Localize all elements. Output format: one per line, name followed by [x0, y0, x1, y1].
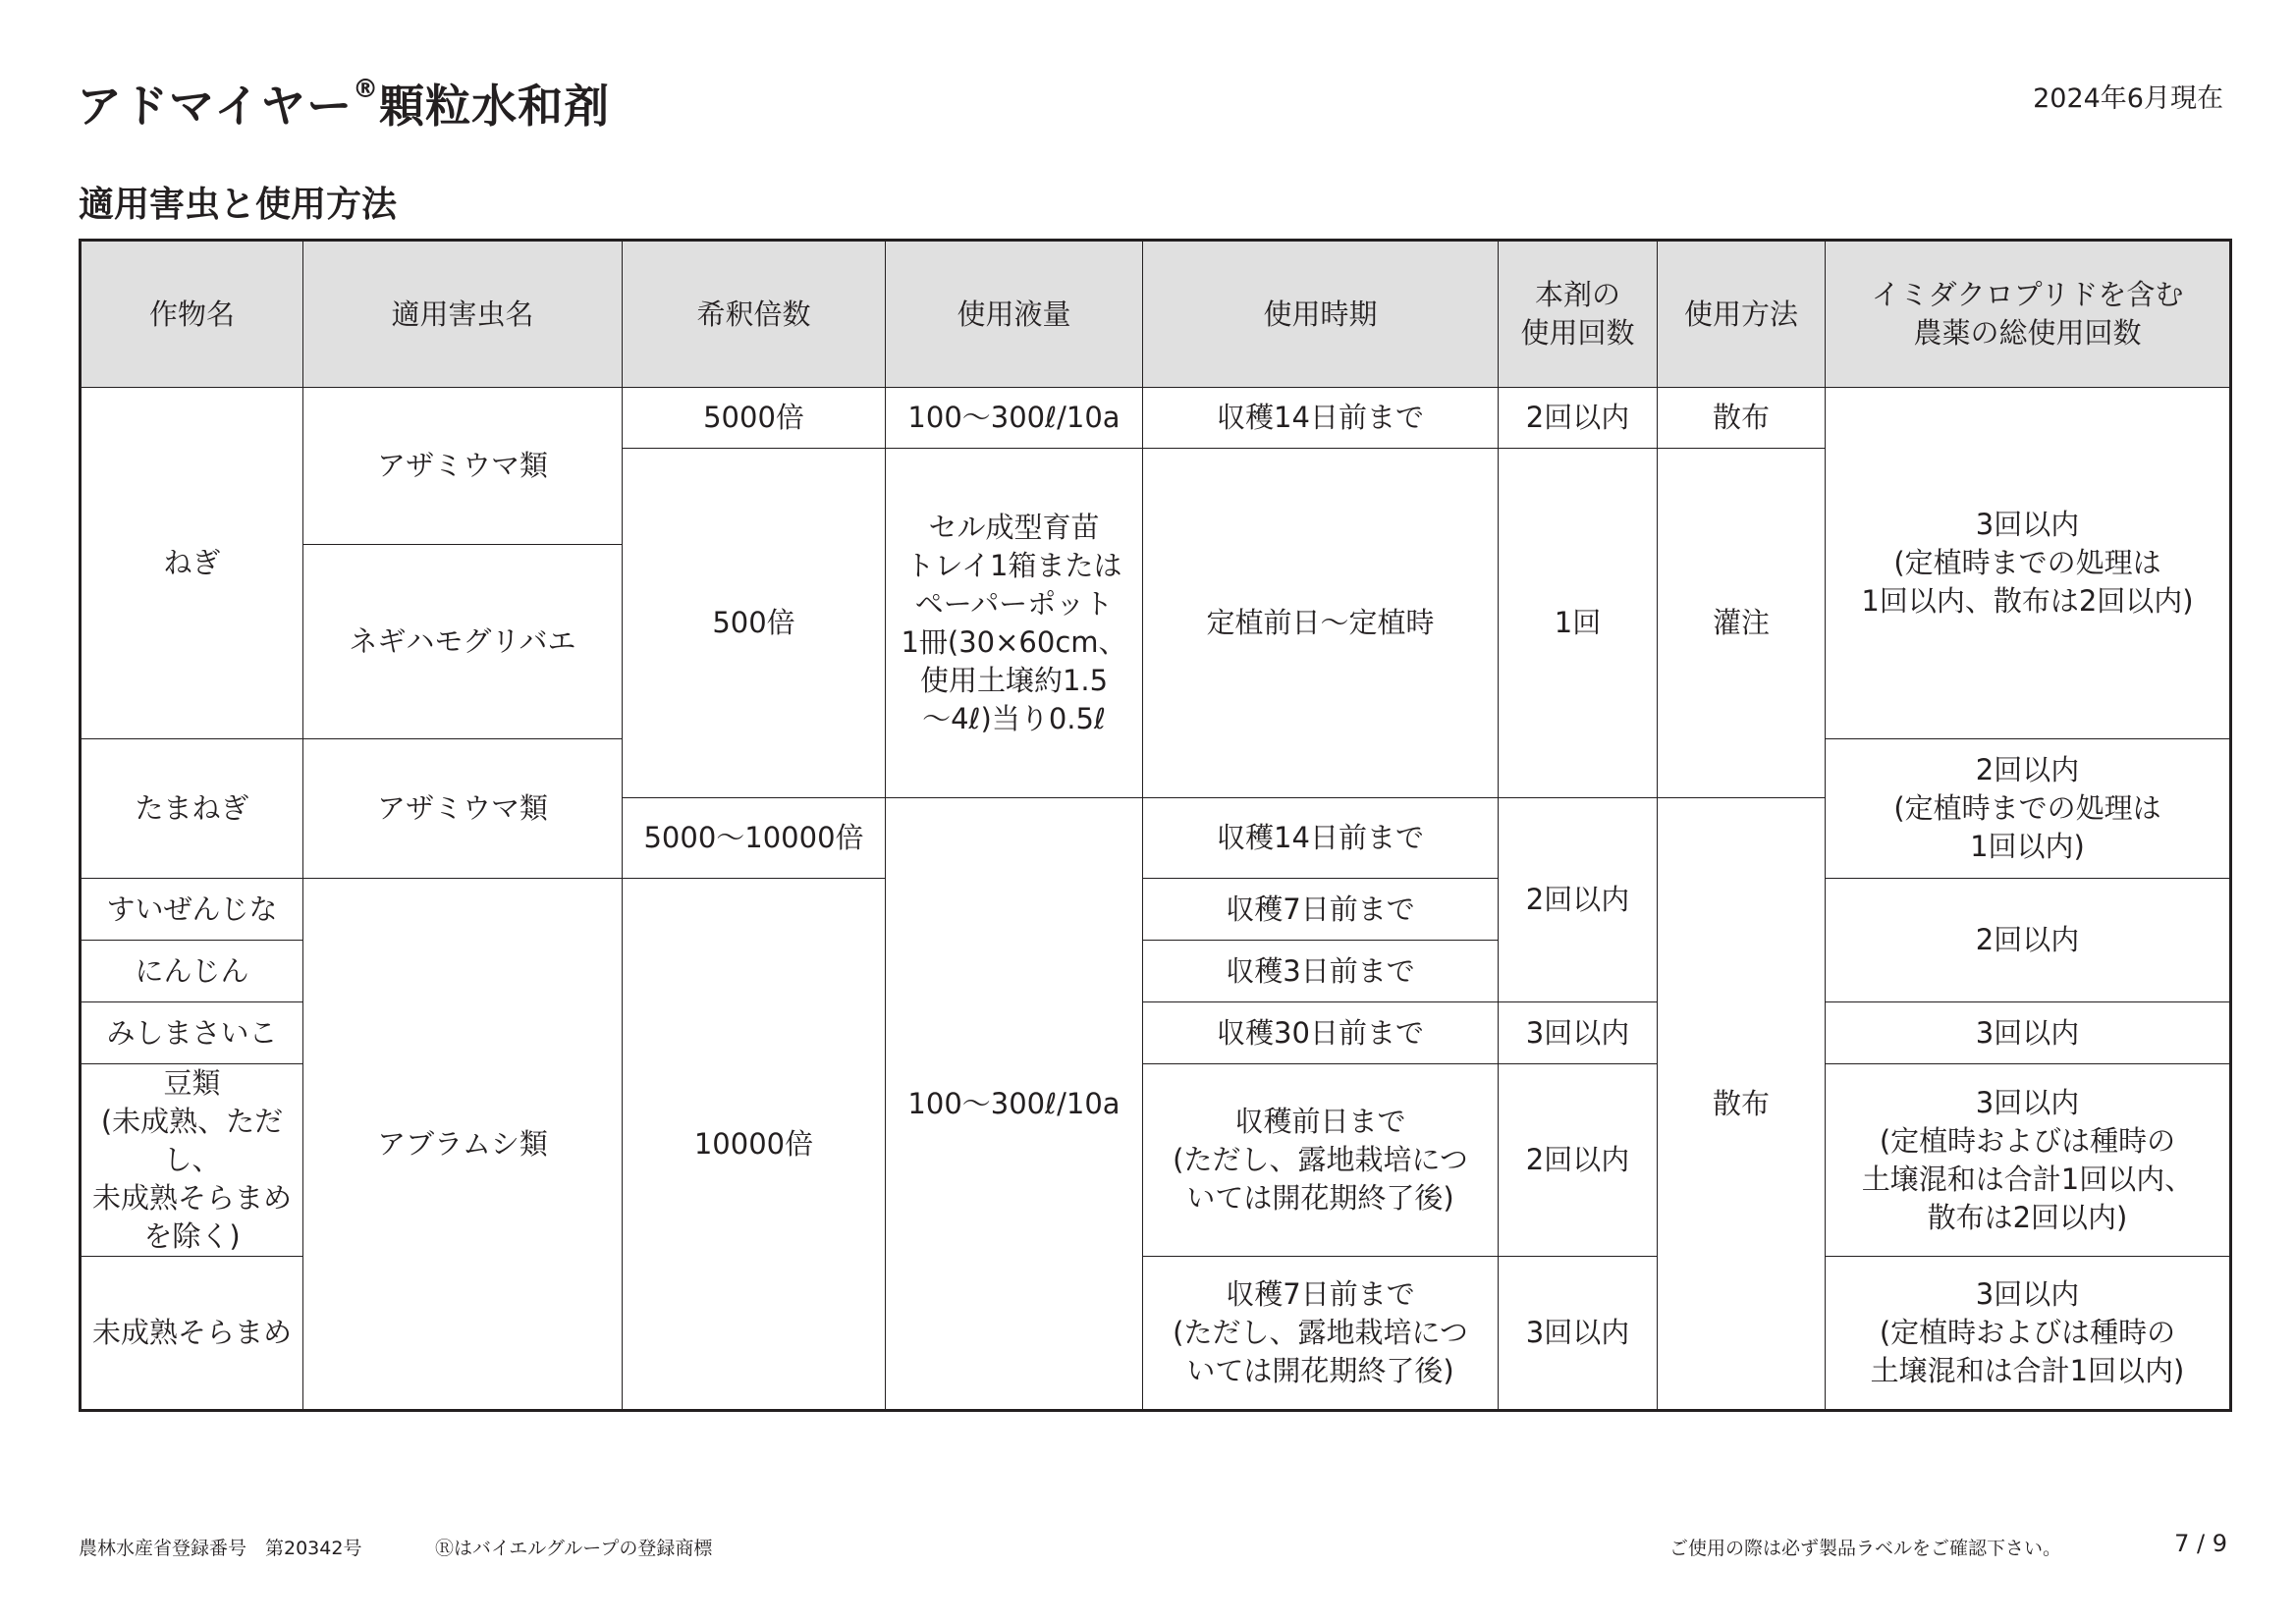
pest-cell: アザミウマ類 — [303, 739, 623, 879]
header-count: 本剤の 使用回数 — [1499, 241, 1658, 388]
crop-cell: 未成熟そらまめ — [81, 1257, 303, 1411]
crop-cell: 豆類 (未成熟、ただし、 未成熟そらまめ を除く) — [81, 1064, 303, 1257]
count-cell: 3回以内 — [1499, 1002, 1658, 1064]
header-pest: 適用害虫名 — [303, 241, 623, 388]
page-number: 7 / 9 — [2174, 1530, 2227, 1557]
count-cell: 2回以内 — [1499, 388, 1658, 449]
total-cell: 3回以内 (定植時およびは種時の 土壌混和は合計1回以内) — [1826, 1257, 2231, 1411]
total-cell: 3回以内 (定植時およびは種時の 土壌混和は合計1回以内、 散布は2回以内) — [1826, 1064, 2231, 1257]
dilution-cell: 5000〜10000倍 — [623, 798, 886, 879]
timing-cell: 収穫7日前まで (ただし、露地栽培につ いては開花期終了後) — [1143, 1257, 1499, 1411]
application-table — [79, 239, 2232, 1412]
page-title — [77, 71, 610, 135]
crop-cell: にんじん — [81, 941, 303, 1002]
dilution-cell: 500倍 — [623, 449, 886, 798]
section-title: 適用害虫と使用方法 — [79, 185, 398, 225]
volume-cell: 100〜300ℓ/10a — [886, 798, 1143, 1411]
timing-cell: 収穫3日前まで — [1143, 941, 1499, 1002]
table-row — [81, 388, 2231, 449]
timing-cell: 収穫7日前まで — [1143, 879, 1499, 941]
title-text: アドマイヤー — [77, 80, 354, 133]
dilution-cell: 10000倍 — [623, 879, 886, 1411]
title-suffix: 顆粒水和剤 — [379, 80, 611, 133]
header-crop: 作物名 — [81, 241, 303, 388]
timing-cell: 定植前日〜定植時 — [1143, 449, 1499, 798]
pest-cell: アザミウマ類 — [303, 388, 623, 545]
total-cell: 3回以内 — [1826, 1002, 2231, 1064]
header-method: 使用方法 — [1658, 241, 1826, 388]
crop-cell: たまねぎ — [81, 739, 303, 879]
registered-mark: ® — [353, 75, 380, 104]
total-cell: 3回以内 (定植時までの処理は 1回以内、散布は2回以内) — [1826, 388, 2231, 739]
crop-cell: みしまさいこ — [81, 1002, 303, 1064]
volume-cell: 100〜300ℓ/10a — [886, 388, 1143, 449]
header-volume: 使用液量 — [886, 241, 1143, 388]
table-row — [81, 879, 2231, 941]
count-cell: 2回以内 — [1499, 798, 1658, 1002]
timing-cell: 収穫14日前まで — [1143, 798, 1499, 879]
pest-cell: ネギハモグリバエ — [303, 545, 623, 739]
trademark-notice: Ⓡはバイエルグループの登録商標 — [435, 1538, 713, 1559]
crop-cell: すいぜんじな — [81, 879, 303, 941]
method-cell: 散布 — [1658, 388, 1826, 449]
count-cell: 3回以内 — [1499, 1257, 1658, 1411]
header-dilution: 希釈倍数 — [623, 241, 886, 388]
method-cell: 散布 — [1658, 798, 1826, 1411]
label-notice: ご使用の際は必ず製品ラベルをご確認下さい。 — [1669, 1538, 2062, 1559]
header-timing: 使用時期 — [1143, 241, 1499, 388]
total-cell: 2回以内 (定植時までの処理は 1回以内) — [1826, 739, 2231, 879]
crop-cell: ねぎ — [81, 388, 303, 739]
total-cell: 2回以内 — [1826, 879, 2231, 1002]
timing-cell: 収穫前日まで (ただし、露地栽培につ いては開花期終了後) — [1143, 1064, 1499, 1257]
pest-cell: アブラムシ類 — [303, 879, 623, 1411]
count-cell: 2回以内 — [1499, 1064, 1658, 1257]
timing-cell: 収穫14日前まで — [1143, 388, 1499, 449]
header-total: イミダクロプリドを含む 農薬の総使用回数 — [1826, 241, 2231, 388]
volume-cell: セル成型育苗 トレイ1箱または ペーパーポット 1冊(30×60cm、 使用土壌約1.5 〜4ℓ)当り0.5ℓ — [886, 449, 1143, 798]
method-cell: 灌注 — [1658, 449, 1826, 798]
date-label: 2024年6月現在 — [2033, 83, 2223, 114]
timing-cell: 収穫30日前まで — [1143, 1002, 1499, 1064]
table-header-row — [81, 241, 2231, 388]
dilution-cell: 5000倍 — [623, 388, 886, 449]
registration-number: 農林水産省登録番号 第20342号 — [79, 1538, 362, 1559]
count-cell: 1回 — [1499, 449, 1658, 798]
